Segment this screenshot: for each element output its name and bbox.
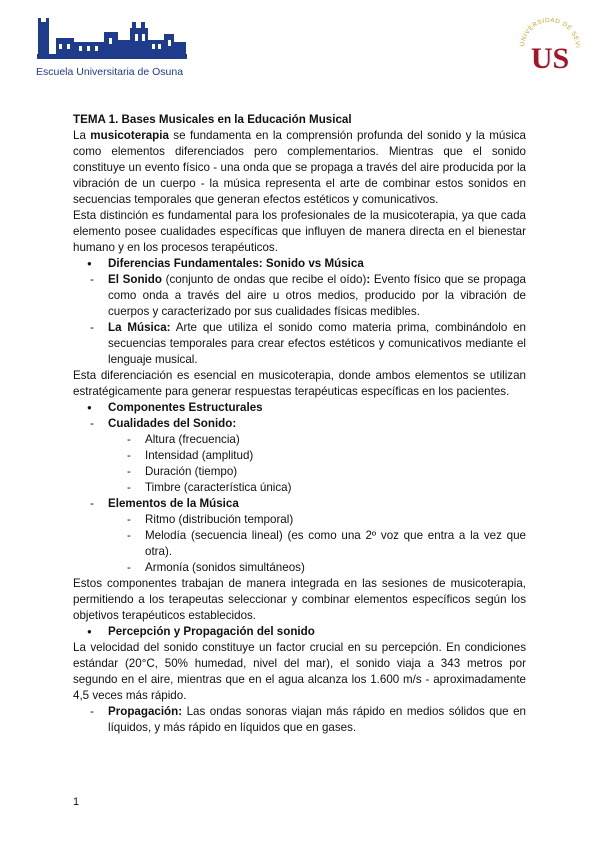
list-item: - Intensidad (amplitud) <box>73 448 526 464</box>
subheading-music-elements: - Elementos de la Música <box>73 496 526 512</box>
page-number: 1 <box>73 796 80 808</box>
list-item-propagation: - Propagación: Las ondas sonoras viajan más rápido en medios sólidos que en líquidos, y más rápido en líquidos que en gases. <box>73 704 526 736</box>
seal-ring-text: UNIVERSIDAD DE SEVI <box>518 16 582 49</box>
differentiation-paragraph: Esta diferenciación es esencial en musicoterapia, donde ambos elementos se utilizan estratégicamente para generar respuestas terapéuticas específicas en los pacientes. <box>73 369 526 398</box>
list-item: - Timbre (característica única) <box>73 480 526 496</box>
intro-paragraph: La musicoterapia se fundamenta en la comprensión profunda del sonido y la música como elementos diferenciados pero complementarios. Mientras que el sonido constituye un evento físico - una onda que se propaga a través del aire producida por la vibración de un cuerpo - la música representa el arte de combinar estos sonidos en secuencias temporales que generan efectos estéticos y comunicativos. <box>73 129 526 206</box>
section-heading-components: ● Componentes Estructurales <box>73 400 526 416</box>
list-item: - Duración (tiempo) <box>73 464 526 480</box>
university-seal-icon <box>516 12 584 80</box>
section-heading-differences: ● Diferencias Fundamentales: Sonido vs Música <box>73 256 526 272</box>
speed-paragraph: La velocidad del sonido constituye un factor crucial en su percepción. En condiciones estándar (20°C, 50% humedad, nivel del mar), el sonido viaja a 343 metros por segundo en el aire, mientras que en el agua alcanza los 1.600 m/s - aproximadamente 4,5 veces más rápido. <box>73 641 526 702</box>
list-item-music: - La Música: Arte que utiliza el sonido como materia prima, combinándolo en secuencias temporales para crear efectos estéticos y comunicativos mediante el lenguaje musical. <box>73 320 526 368</box>
distinction-paragraph: Esta distinción es fundamental para los profesionales de la musicoterapia, ya que cada elemento posee cualidades específicas que influyen de manera directa en el bienestar humano y en los procesos terapéuticos. <box>73 209 526 254</box>
musicoterapia-term: musicoterapia <box>90 129 169 142</box>
list-item-sound: - El Sonido (conjunto de ondas que recibe el oído): Evento físico que se propaga como onda a través del aire u otros medios, producido por la vibración de cuerpos y caracterizado por sus cualidades físicas medibles. <box>73 272 526 320</box>
universidad-sevilla-logo <box>516 12 584 80</box>
list-item: - Armonía (sonidos simultáneos) <box>73 560 526 576</box>
list-item: - Melodía (secuencia lineal) (es como una 2º voz que entra a la vez que otra). <box>73 528 526 560</box>
subheading-sound-qualities: - Cualidades del Sonido: <box>73 416 526 432</box>
left-logo-caption: Escuela Universitaria de Osuna <box>36 66 184 78</box>
escuela-osuna-logo <box>34 14 194 82</box>
castle-emblem-icon <box>34 14 194 64</box>
seal-monogram: US <box>530 42 570 75</box>
page-title: TEMA 1. Bases Musicales en la Educación Musical <box>73 113 352 126</box>
document-body <box>73 112 526 736</box>
list-item: - Altura (frecuencia) <box>73 432 526 448</box>
components-paragraph: Estos componentes trabajan de manera integrada en las sesiones de musicoterapia, permitiendo a los terapeutas seleccionar y combinar elementos específicos según los objetivos terapéuticos establecidos. <box>73 577 526 622</box>
section-heading-perception: ● Percepción y Propagación del sonido <box>73 624 526 640</box>
list-item: - Ritmo (distribución temporal) <box>73 512 526 528</box>
